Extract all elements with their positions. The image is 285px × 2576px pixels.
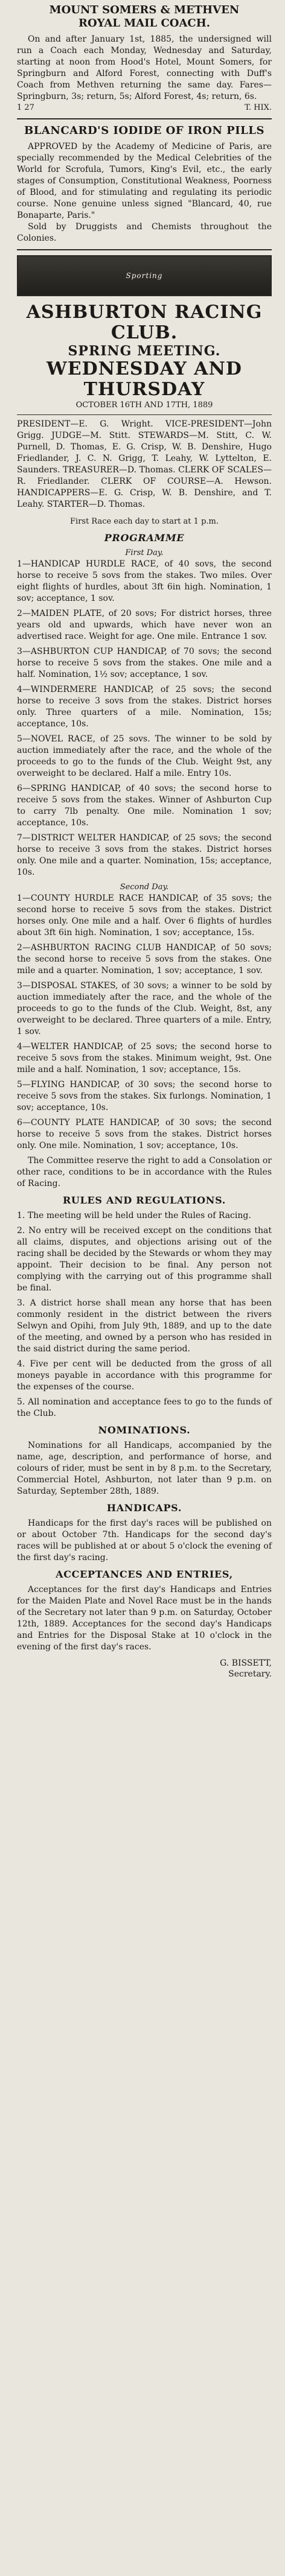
ad-title: BLANCARD'S IODIDE OF IRON PILLS xyxy=(24,124,264,137)
first-race-time: First Race each day to start at 1 p.m. xyxy=(70,517,219,526)
day1-race-5: 5—NOVEL RACE, of 25 sovs. The winner to be sold by auction immediately after the race, and the whole of the proceeds to go to the funds of the Club. Weight 9st, any overweight to be declared. Half a mile. Entry 10s. xyxy=(17,734,272,778)
day2-title: Second Day. xyxy=(120,883,169,892)
section-divider xyxy=(17,249,272,250)
programme-title: PROGRAMME xyxy=(104,532,185,544)
day2-race-2: 2—ASHBURTON RACING CLUB HANDICAP, of 50 sovs; the second horse to receive 5 sovs from the stakes. One mile and a quarter. Nomination, 1 sov; acceptance, 1 sov. xyxy=(17,943,272,976)
day1-race-7: 7—DISTRICT WELTER HANDICAP, of 25 sovs; the second horse to receive 3 sovs from the stakes. District horses only. One mile and a quarter. Nomination, 15s; acceptance, 10s. xyxy=(17,833,272,877)
ad-footer: Sold by Druggists and Chemists throughout the Colonies. xyxy=(17,222,272,243)
handicaps-title: HANDICAPS. xyxy=(106,1502,182,1514)
rule-2: 2. No entry will be received except on the conditions that all claims, disputes, and objections arising out of the racing shall be decided by the Stewards or whom they may appoint. Their decision to be final. Any person not complying with the carrying out of this programme shall be final. xyxy=(17,1226,272,1293)
section-divider xyxy=(17,118,272,119)
day1-race-4: 4—WINDERMERE HANDICAP, of 25 sovs; the second horse to receive 3 sovs from the stakes. District horses only. Three quarters of a mile. Nomination, 15s; acceptance, 10s. xyxy=(17,685,272,729)
coach-date: 1 27 xyxy=(17,103,34,112)
acceptances-title: ACCEPTANCES AND ENTRIES, xyxy=(56,1569,233,1580)
ad-text: APPROVED by the Academy of Medicine of Paris, are specially recommended by the Medical Celebrities of the World for Scrofula, Tumors, King's Evil, etc., the early stages of Consumption, Constitutional Weakness, Poorness of Blood, and for stimulating and regulating its periodic course. None genuine unless signed "Blancard, 40, rue Bonaparte, Paris." xyxy=(17,142,272,220)
coach-title-line1: MOUNT SOMERS & METHVEN xyxy=(49,4,240,16)
day1-race-2: 2—MAIDEN PLATE, of 20 sovs; For district horses, three years old and upwards, which have never won an advertised race. Weight for age. One mile. Entrance 1 sov. xyxy=(17,609,272,641)
days-title: WEDNESDAY AND THURSDAY xyxy=(46,358,242,400)
day2-race-1: 1—COUNTY HURDLE RACE HANDICAP, of 35 sovs; the second horse to receive 5 sovs from the stakes. District horses only. One mile and a half. Over 6 flights of hurdles about 3ft 6in high. Nomination, 1 sov; acceptance, 15s. xyxy=(17,893,272,937)
day1-races xyxy=(17,559,272,878)
day2-race-6: 6—COUNTY PLATE HANDICAP, of 30 sovs; the second horse to receive 5 sovs from the stakes. District horses only. One mile. Nomination, 1 sov; acceptance, 10s. xyxy=(17,1118,272,1150)
rules-list xyxy=(17,1210,272,1420)
day1-title: First Day. xyxy=(125,548,164,557)
coach-footer xyxy=(17,103,272,113)
handicaps-text: Handicaps for the first day's races will be published on or about October 7th. Handicaps for the second day's races will be published at or about 5 o'clock the evening of the first day's racing. xyxy=(17,1518,272,1562)
rule-4: 4. Five per cent will be deducted from the gross of all moneys payable in accordance with this programme for the expenses of the course. xyxy=(17,1359,272,1392)
secretary-title: Secretary. xyxy=(228,1669,272,1679)
club-title: ASHBURTON RACING CLUB. xyxy=(26,302,263,343)
day2-race-5: 5—FLYING HANDICAP, of 30 sovs; the second horse to receive 5 sovs from the stakes. Six furlongs. Nomination, 1 sov; acceptance, 10s. xyxy=(17,1080,272,1112)
day2-race-3: 3—DISPOSAL STAKES, of 30 sovs; a winner to be sold by auction immediately after the race, and the whole of the proceeds to go to the funds of the Club. Weight, 8st, any overweight to be declared. Three quarters of a mile. Entry, 1 sov. xyxy=(17,981,272,1036)
nominations-title: NOMINATIONS. xyxy=(98,1424,191,1436)
coach-title-line2: ROYAL MAIL COACH. xyxy=(78,17,211,30)
committee-note: The Committee reserve the right to add a Consolation or other race, conditions to be in accordance with the Rules of Racing. xyxy=(17,1156,272,1188)
rule-1: 1. The meeting will be held under the Rules of Racing. xyxy=(17,1211,251,1220)
day1-race-1: 1—HANDICAP HURDLE RACE, of 40 sovs, the second horse to receive 5 sovs from the stakes. Two miles. Over eight flights of hurdles, about 3ft 6in high. Nomination, 1 sov; acceptance, 1 sov. xyxy=(17,559,272,603)
coach-signature: T. HIX. xyxy=(245,103,272,112)
rule-3: 3. A district horse shall mean any horse that has been commonly resident in the district between the rivers Selwyn and Opihi, from July 9th, 1889, and up to the date of the meeting, and owned by a person who has resided in the said district during the same period. xyxy=(17,1298,272,1354)
officials: PRESIDENT—E. G. Wright. VICE-PRESIDENT—John Grigg. JUDGE—M. Stitt. STEWARDS—M. Stitt, C. W. Purnell, D. Thomas, E. G. Crisp, W. B. Denshire, Hugo Friedlander, J. C. N. Grigg, T. Leahy, W. Lyttelton, E. Saunders. TREASURER—D. Thomas. CLERK OF SCALES—R. Friedlander. CLERK OF COURSE—A. Hewson. HANDICAPPERS—E. G. Crisp, W. B. Denshire, and T. Leahy. STARTER—D. Thomas. xyxy=(17,419,272,509)
day2-races xyxy=(17,893,272,1152)
day1-race-3: 3—ASHBURTON CUP HANDICAP, of 70 sovs; the second horse to receive 5 sovs from the stakes. One mile and a half. Nomination, 1½ sov; acceptance, 1 sov. xyxy=(17,647,272,679)
coach-notice: On and after January 1st, 1885, the undersigned will run a Coach each Monday, Wednesday and Saturday, starting at noon from Hood's Hotel, Mount Somers, for Springburn and Alford Forest, connecting with Duff's Coach from Methven returning the same day. Fares—Springburn, 3s; return, 5s; Alford Forest, 4s; return, 6s. xyxy=(17,34,272,101)
secretary-signature xyxy=(17,1658,272,1680)
dates-line: OCTOBER 16TH AND 17TH, 1889 xyxy=(75,401,213,410)
rules-title: RULES AND REGULATIONS. xyxy=(62,1194,226,1206)
sporting-banner-label: Sporting xyxy=(126,271,163,280)
secretary-name: G. BISSETT, xyxy=(220,1658,272,1668)
rule-5: 5. All nomination and acceptance fees to go to the funds of the Club. xyxy=(17,1397,272,1418)
day1-race-6: 6—SPRING HANDICAP, of 40 sovs; the second horse to receive 5 sovs from the stakes. Winner of Ashburton Cup to carry 7lb penalty. One mile. Nomination 1 sov; acceptance, 10s. xyxy=(17,784,272,828)
thin-divider xyxy=(17,414,272,415)
sporting-banner xyxy=(17,255,272,296)
acceptances-text: Acceptances for the first day's Handicaps and Entries for the Maiden Plate and Novel Race must be in the hands of the Secretary not later than 9 p.m. on Saturday, October 12th, 1889. Acceptances for the second day's Handicaps and Entries for the Disposal Stake at 10 o'clock in the evening of the first day's races. xyxy=(17,1585,272,1652)
nominations-text: Nominations for all Handicaps, accompanied by the name, age, description, and performance of horse, and colours of rider, must be sent in by 8 p.m. to the Secretary, Commercial Hotel, Ashburton, not later than 9 p.m. on Saturday, September 28th, 1889. xyxy=(17,1441,272,1496)
day2-race-4: 4—WELTER HANDICAP, of 25 sovs; the second horse to receive 5 sovs from the stakes. Minimum weight, 9st. One mile and a half. Nomination, 1 sov; acceptance, 15s. xyxy=(17,1042,272,1074)
meeting-title: SPRING MEETING. xyxy=(68,343,221,359)
